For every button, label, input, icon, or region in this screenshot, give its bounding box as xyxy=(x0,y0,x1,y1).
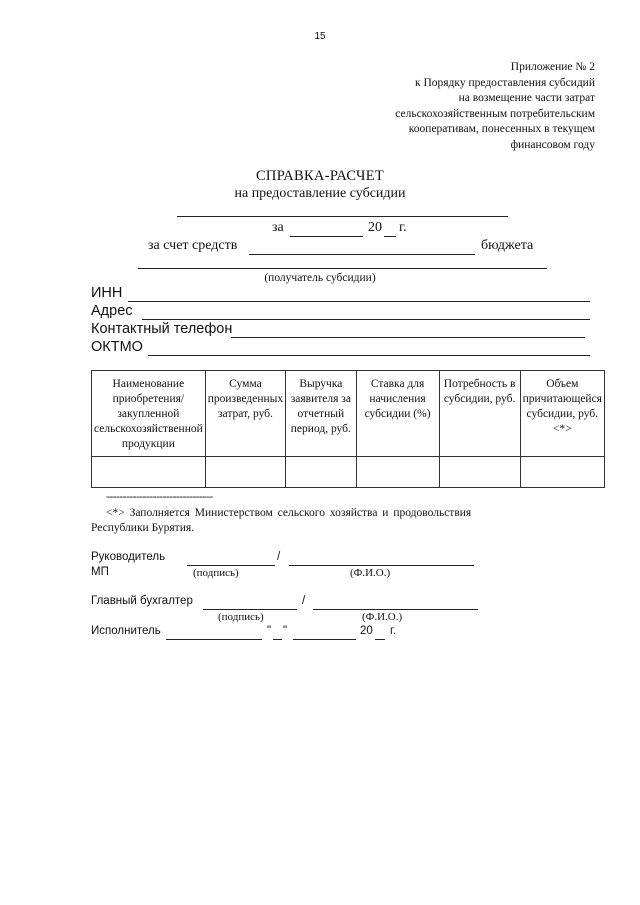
table-cell[interactable] xyxy=(356,457,439,488)
head-fio-field[interactable] xyxy=(289,565,474,566)
period-za-label: за xyxy=(272,220,284,235)
phone-field[interactable] xyxy=(231,337,585,338)
footnote-text-continued: Республики Бурятия. xyxy=(91,522,195,534)
footnote-separator: -------------------------------- xyxy=(106,491,213,503)
col-header-product: Наименование приобретения/закупленной сельскохозяйственной продукции xyxy=(92,371,206,457)
executor-year-prefix: 20 xyxy=(360,625,373,637)
head-fio-caption: (Ф.И.О.) xyxy=(350,567,391,579)
month-field[interactable] xyxy=(293,639,356,640)
col-header-costs: Сумма произведенных затрат, руб. xyxy=(205,371,285,457)
footnote-text: <*> Заполняется Министерством сельского хозяйства и продовольствия xyxy=(106,507,472,519)
period-year-suffix: г. xyxy=(399,220,407,235)
page-number: 15 xyxy=(314,31,326,42)
slash-separator: / xyxy=(302,595,306,607)
funds-blank xyxy=(249,254,475,255)
period-blank xyxy=(290,236,363,237)
head-label: Руководитель xyxy=(91,551,166,563)
funds-prefix: за счет средств xyxy=(148,238,238,253)
col-header-need: Потребность в субсидии, руб. xyxy=(439,371,520,457)
head-signature-field[interactable] xyxy=(187,565,275,566)
slash-separator: / xyxy=(277,551,281,563)
blank-line-top xyxy=(177,216,508,217)
executor-year-field[interactable] xyxy=(375,639,385,640)
appendix-line: к Порядку предоставления субсидий xyxy=(415,76,595,89)
appendix-line: на возмещение части затрат xyxy=(458,92,595,104)
accountant-signature-caption: (подпись) xyxy=(218,611,264,623)
accountant-signature-field[interactable] xyxy=(203,609,297,610)
subsidy-table xyxy=(91,370,605,488)
executor-field[interactable] xyxy=(166,639,262,640)
appendix-line: сельскохозяйственным потребительским xyxy=(395,107,595,120)
oktmo-label: ОКТМО xyxy=(91,339,143,355)
col-header-rate: Ставка для начисления субсидии (%) xyxy=(356,371,439,457)
inn-field[interactable] xyxy=(128,301,590,302)
appendix-line: финансовом году xyxy=(510,138,595,151)
accountant-fio-field[interactable] xyxy=(313,609,478,610)
day-field[interactable] xyxy=(273,639,282,640)
quote-close: " xyxy=(283,625,288,637)
phone-label: Контактный телефон xyxy=(91,321,233,337)
funds-suffix: бюджета xyxy=(481,238,534,253)
table-row xyxy=(92,457,605,488)
address-label: Адрес xyxy=(91,303,133,319)
inn-label: ИНН xyxy=(91,285,123,301)
table-cell[interactable] xyxy=(520,457,604,488)
oktmo-field[interactable] xyxy=(148,355,590,356)
executor-label: Исполнитель xyxy=(91,625,161,637)
period-year-blank xyxy=(384,236,396,237)
col-header-volume: Объем причитающейся субсидии, руб. <*> xyxy=(520,371,604,457)
appendix-line: Приложение № 2 xyxy=(510,61,595,73)
head-signature-caption: (подпись) xyxy=(193,567,239,579)
address-field[interactable] xyxy=(142,319,590,320)
executor-year-suffix: г. xyxy=(390,625,396,637)
recipient-blank xyxy=(138,268,547,269)
stamp-label: МП xyxy=(91,566,109,578)
table-cell[interactable] xyxy=(439,457,520,488)
recipient-caption: (получатель субсидии) xyxy=(264,272,376,284)
col-header-revenue: Выручка заявителя за отчетный период, руб. xyxy=(286,371,356,457)
period-year-prefix: 20 xyxy=(368,220,382,235)
document-title: СПРАВКА-РАСЧЕТ xyxy=(255,168,385,184)
table-cell[interactable] xyxy=(205,457,285,488)
table-cell[interactable] xyxy=(92,457,206,488)
document-subtitle: на предоставление субсидии xyxy=(234,186,406,201)
table-cell[interactable] xyxy=(286,457,356,488)
accountant-fio-caption: (Ф.И.О.) xyxy=(362,611,403,623)
accountant-label: Главный бухгалтер xyxy=(91,595,193,607)
appendix-line: кооперативам, понесенных в текущем xyxy=(408,123,595,135)
table-header-row xyxy=(92,371,605,457)
quote-open: " xyxy=(267,625,272,637)
appendix-note xyxy=(275,60,595,153)
